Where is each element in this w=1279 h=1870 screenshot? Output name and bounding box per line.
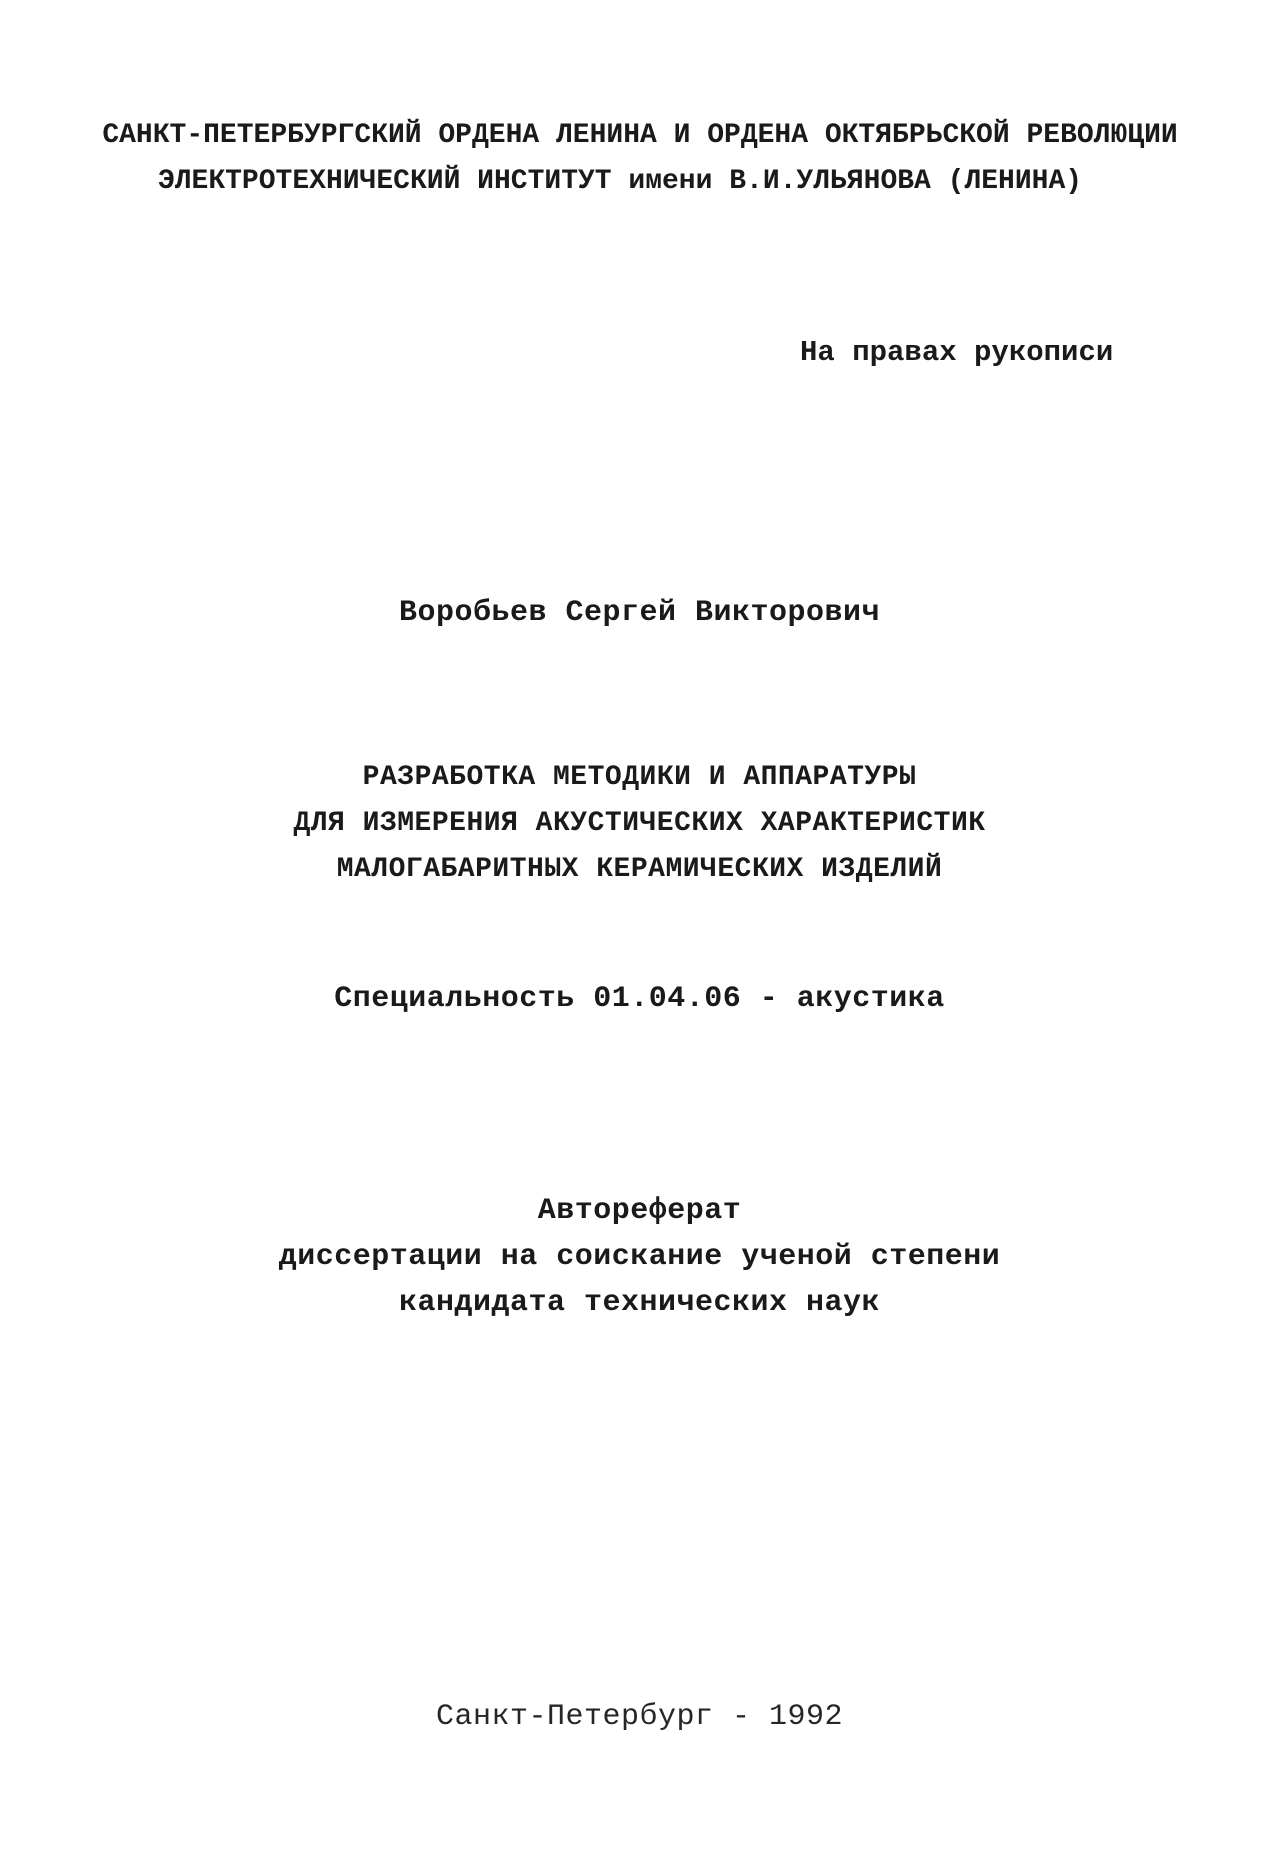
specialty: Специальность 01.04.06 - акустика	[334, 982, 945, 1016]
manuscript-note: На правах рукописи	[800, 336, 1114, 369]
document-type-line-3: кандидата технических наук	[398, 1286, 881, 1320]
document-type-line-1: Автореферат	[537, 1194, 742, 1228]
place-and-year: Санкт-Петербург - 1992	[435, 1700, 844, 1734]
institution-line-1: САНКТ-ПЕТЕРБУРГСКИЙ ОРДЕНА ЛЕНИНА И ОРДЕНА ОКТЯБРЬСКОЙ РЕВОЛЮЦИИ	[102, 120, 1178, 151]
author-name: Воробьев Сергей Викторович	[398, 596, 881, 630]
dissertation-title-line-2: ДЛЯ ИЗМЕРЕНИЯ АКУСТИЧЕСКИХ ХАРАКТЕРИСТИК	[293, 808, 986, 839]
dissertation-title-line-3: МАЛОГАБАРИТНЫХ КЕРАМИЧЕСКИХ ИЗДЕЛИЙ	[336, 854, 943, 885]
document-type-line-2: диссертации на соискание ученой степени	[278, 1240, 1001, 1274]
institution-line-2: ЭЛЕКТРОТЕХНИЧЕСКИЙ ИНСТИТУТ имени В.И.УЛЬЯНОВА (ЛЕНИНА)	[157, 166, 1083, 197]
dissertation-title-line-1: РАЗРАБОТКА МЕТОДИКИ И АППАРАТУРЫ	[362, 762, 917, 793]
